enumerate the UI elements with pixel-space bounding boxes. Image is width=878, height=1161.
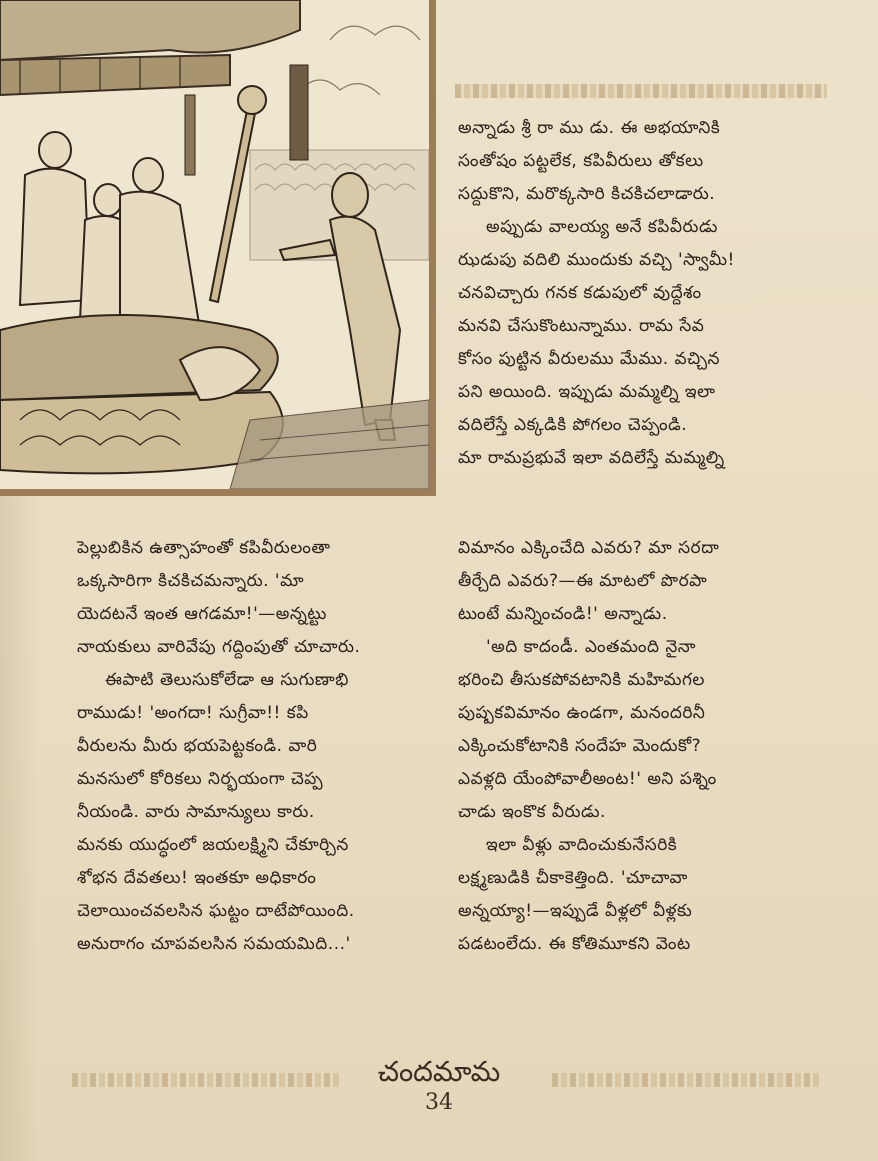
text-line: లక్ష్మణుడికి చీకాకెత్తింది. 'చూచావా [458,868,688,888]
text-line: చెలాయించవలసిన ఘట్టం దాటేపోయింది. [77,901,355,921]
text-line: అన్నాడు శ్రీ రా ము డు. ఈ అభయానికి [458,118,721,138]
text-line: పెల్లుబికిన ఉత్సాహంతో కపివీరులంతా [77,538,331,558]
page-number: 34 [425,1090,453,1115]
text-line: చనవిచ్చారు గనక కడుపులో వుద్దేశం [458,283,702,303]
text-line: అన్నయ్యా!—ఇప్పుడే వీళ్లలో వీళ్లకు [458,901,693,921]
text-column-left-bottom [77,532,443,961]
text-line: మనవి చేసుకొంటున్నాము. రామ సేవ [458,316,705,336]
ramayana-scene-illustration [0,0,436,496]
text-line: ఎక్కించుకోటానికి సందేహ మెందుకో? [458,736,702,756]
text-line: పుష్పకవిమానం ఉండగా, మనందరినీ [458,703,706,723]
text-line: రాముడు! 'అంగదా! సుగ్రీవా!! కపి [77,703,309,723]
text-line: ఝడుపు వదిలి ముందుకు వచ్చి 'స్వామీ! [458,250,735,270]
text-line: యెదటనే ఇంత ఆగడమా!'—అన్నట్టు [77,604,327,624]
text-line: కోసం పుట్టిన వీరులము మేము. వచ్చిన [458,349,720,369]
text-line: వీరులను మీరు భయపెట్టకండి. వారి [77,736,318,756]
text-line: సద్దుకొని, మరొక్కసారి కిచకిచలాడారు. [458,184,716,204]
text-line: సంతోషం పట్టలేక, కపివీరులు తోకలు [458,151,704,171]
text-line: ఈపాటి తెలుసుకోలేడా ఆ సుగుణాభి [105,670,349,690]
text-line: మనసులో కోరికలు నిర్భయంగా చెప్ప [77,769,323,789]
magazine-title: చందమామ [377,1055,501,1088]
text-line: 'అది కాదండీ. ఎంతమంది నైనా [486,637,696,657]
text-line: అనురాగం చూపవలసిన సమయమిది...' [77,934,351,954]
text-line: శోభన దేవతలు! ఇంతకూ అధికారం [77,868,317,888]
text-line: నీయండి. వారు సామాన్యులు కారు. [77,802,315,822]
text-line: భరించి తీసుకపోవటానికి మహిమగల [458,670,705,690]
text-line: మనకు యుద్ధంలో జయలక్ష్మిని చేకూర్చిన [77,835,349,855]
text-line: పడటంలేదు. ఈ కోతిమూకని వెంట [458,934,691,954]
text-column-right-bottom [458,532,836,961]
text-line: మా రామప్రభువే ఇలా వదిలేస్తే మమ్మల్ని [458,448,725,468]
text-line: వదిలేస్తే ఎక్కడికి పోగలం చెప్పండి. [458,415,688,435]
text-line: టుంటే మన్నించండి!' అన్నాడు. [458,604,668,624]
text-line: తీర్చేది ఎవరు?—ఈ మాటలో పొరపా [458,571,708,591]
text-line: ఒక్కసారిగా కిచకిచమన్నారు. 'మా [77,571,305,591]
text-line: పని అయింది. ఇప్పుడు మమ్మల్ని ఇలా [458,382,716,402]
text-line: చాడు ఇంకొక వీరుడు. [458,802,606,822]
text-line: నాయకులు వారివేపు గద్దింపుతో చూచారు. [77,637,361,657]
text-line: అప్పుడు వాలయ్య అనే కపివీరుడు [486,217,718,237]
decorative-border-top [455,84,827,98]
text-column-right-top [458,112,836,475]
text-line: విమానం ఎక్కించేది ఎవరు? మా సరదా [458,538,720,558]
text-line: ఇలా వీళ్లు వాదించుకునేసరికి [486,835,678,855]
text-line: ఎవళ్లది యేంపోవాలీఅంట!' అని పశ్నిం [458,769,717,789]
